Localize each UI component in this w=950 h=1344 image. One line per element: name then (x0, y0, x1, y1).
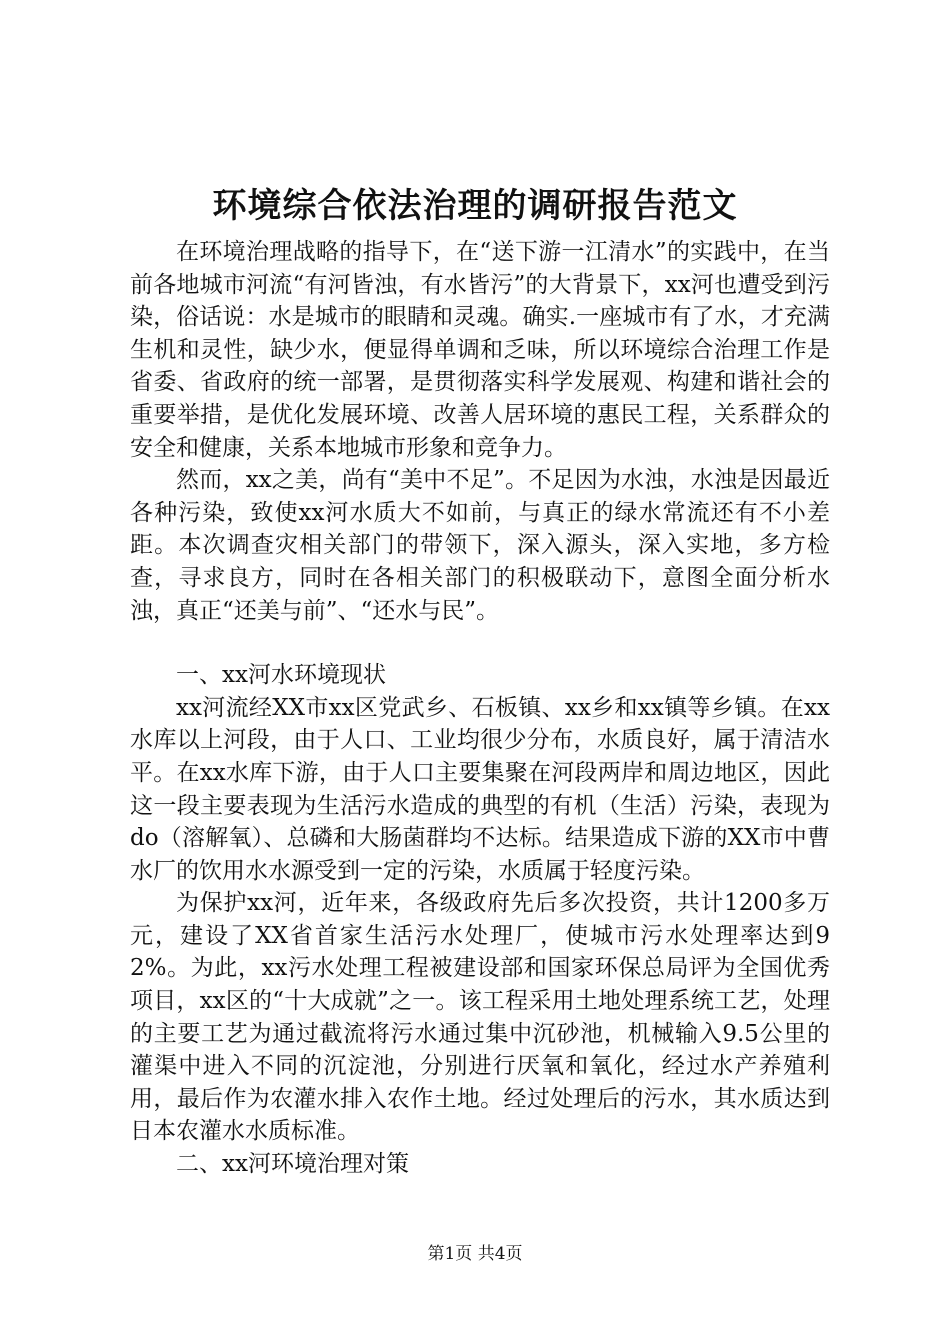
section-heading: 一、xx河水环境现状 (176, 662, 386, 689)
intro-paragraph: 然而，xx之美，尚有“美中不足”。不足因为水浊，水浊是因最近各种污染，致使xx河水质大不如前，与真正的绿水常流还有不小差距。本次调查灾相关部门的带领下，深入源头，深入实地，多方检查，寻求良方，同时在各相关部门的积极联动下，意图全面分析水浊，真正“还美与前”、“还水与民”。 (130, 467, 830, 624)
page-footer: 第1页 共4页 (427, 1244, 523, 1264)
intro-paragraph: 在环境治理战略的指导下，在“送下游一江清水”的实践中，在当前各地城市河流“有河皆浊，有水皆污”的大背景下，xx河也遭受到污染，俗话说：水是城市的眼睛和灵魂。确实.一座城市有了水，才充满生机和灵性，缺少水，便显得单调和乏味，所以环境综合治理工作是省委、省政府的统一部署，是贯彻落实科学发展观、构建和谐社会的重要举措，是优化发展环境、改善人居环境的惠民工程，关系群众的安全和健康，关系本地城市形象和竞争力。 (130, 239, 830, 461)
section-paragraph: 为保护xx河，近年来，各级政府先后多次投资，共计1200多万元，建设了XX省首家生活污水处理厂，使城市污水处理率达到92%。为此，xx污水处理工程被建设部和国家环保总局评为全国优秀项目，xx区的“十大成就”之一。该工程采用土地处理系统工艺，处理的主要工艺为通过截流将污水通过集中沉砂池，机械输入9.5公里的灌渠中进入不同的沉淀池，分别进行厌氧和氧化，经过水产养殖利用，最后作为农灌水排入农作土地。经过处理后的污水，其水质达到日本农灌水水质标准。 (130, 890, 830, 1145)
document-body (130, 236, 830, 1181)
section-heading: 二、xx河环境治理对策 (176, 1151, 409, 1178)
document-title: 环境综合依法治理的调研报告范文 (212, 186, 738, 226)
paragraph-spacer (130, 627, 830, 659)
section-paragraph: xx河流经XX市xx区党武乡、石板镇、xx乡和xx镇等乡镇。在xx水库以上河段，由于人口、工业均很少分布，水质良好，属于清洁水平。在xx水库下游，由于人口主要集聚在河段两岸和周边地区，因此这一段主要表现为生活污水造成的典型的有机（生活）污染，表现为do（溶解氧）、总磷和大肠菌群均不达标。结果造成下游的XX市中曹水厂的饮用水水源受到一定的污染，水质属于轻度污染。 (130, 694, 830, 884)
